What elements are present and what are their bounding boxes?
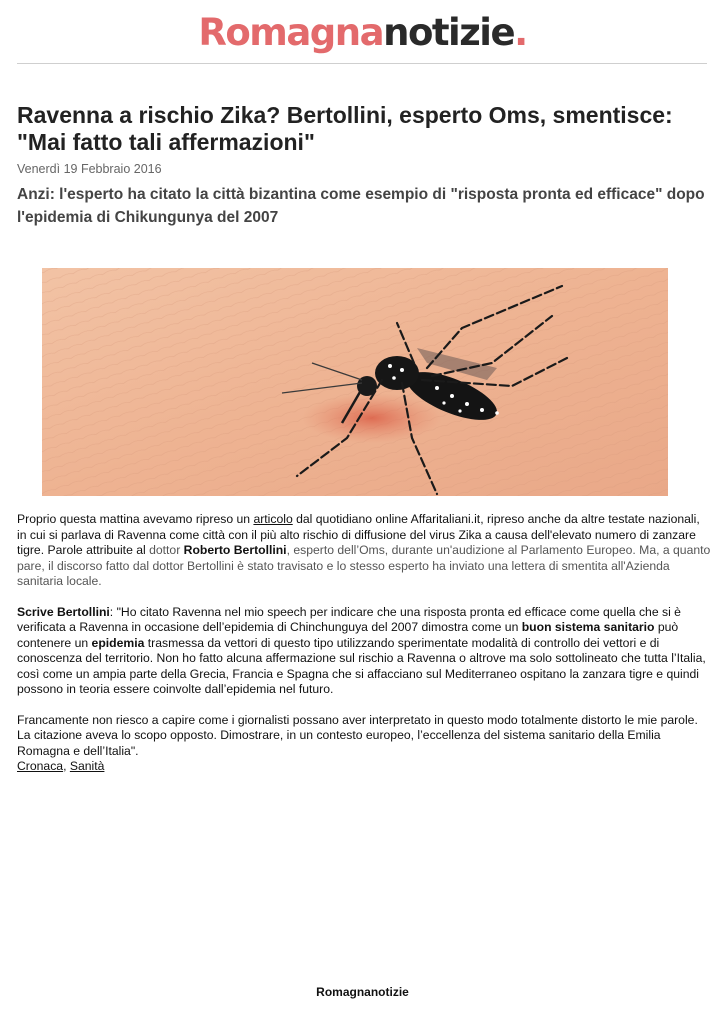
p1-text-2: dal quotidiano online Affaritaliani.it, ripreso anche da altre testate nazionali, in cui si parlava di Ravenna come città con il più alto rischio di diffusione del virus Zika a causa dell'elevato numero di zanzare tigre. Parole attribuite al (17, 512, 700, 557)
article-title: Ravenna a rischio Zika? Bertollini, esperto Oms, smentisce: "Mai fatto tali affermazioni" (17, 102, 673, 155)
logo-dot: . (514, 11, 527, 54)
article-link[interactable]: articolo (253, 512, 293, 526)
tag-link-cronaca[interactable]: Cronaca (17, 759, 64, 773)
paragraph-1 (17, 512, 712, 590)
article-image (42, 268, 668, 496)
tag-separator: , (63, 759, 70, 773)
p2-bold-2: buon sistema sanitario (521, 620, 655, 634)
article-date: Venerdì 19 Febbraio 2016 (17, 162, 162, 176)
p2-text-2: può contenere un (17, 620, 679, 650)
article-subtitle: Anzi: l'esperto ha citato la città bizantina come esempio di "risposta pronta ed efficace" dopo l'epidemia di Chikungunya del 2007 (17, 186, 705, 226)
paragraph-2 (17, 605, 712, 698)
p2-bold-1: Scrive Bertollini (17, 604, 110, 619)
paragraph-3: Francamente non riesco a capire come i giornalisti possano aver interpretato in questo modo totalmente distorto le mie parole. La citazione aveva lo scopo opposto. Dimostrare, in un contesto europeo, l’eccellenza del sistema sanitario della Emilia Romagna e dell’Italia". (17, 712, 698, 758)
p1-text-4: , esperto dell’Oms, durante un'audizione al Parlamento Europeo. Ma, a quanto pare, il discorso fatto dal dottor Bertollini è stato travisato e lo stesso esperto ha inviato una lettera di smentita all'Azienda sanitaria locale. (17, 543, 711, 588)
footer-site-name: Romagnanotizie (316, 985, 409, 999)
p1-text-1: Proprio questa mattina avevamo ripreso un (17, 512, 254, 526)
p2-bold-3: epidemia (91, 635, 145, 650)
logo-part-romagna: Romagna (198, 11, 384, 54)
header-divider (17, 63, 707, 64)
p1-bold-name: Roberto Bertollini (183, 543, 287, 557)
article-tags (17, 759, 712, 775)
tag-link-sanita[interactable]: Sanità (69, 759, 105, 773)
site-logo[interactable] (0, 10, 725, 56)
p1-text-3: dottor (145, 543, 184, 557)
article-body (17, 512, 712, 775)
p2-text-3: trasmessa da vettori di questo tipo utilizzando sperimentate modalità di controllo dei vettori e di conoscenza del territorio. Non ho fatto alcuna affermazione sul rischio a Ravenna o altrove ma solo sottolineato che tutta l’Italia, così come un ampia parte della Grecia, Francia e Spagna che si affacciano sul Mediterraneo ospitano la zanzara tigre e quindi possono in teoria essere coinvolte dall’epidemia nel futuro. (17, 635, 706, 696)
p2-text-1: : "Ho citato Ravenna nel mio speech per indicare che una risposta pronta ed efficace come quella che si è verificata a Ravenna in occasione dell’epidemia di Chinchunguya del 2007 dimostra come un (17, 604, 681, 634)
logo-part-notizie: notizie (383, 11, 515, 54)
